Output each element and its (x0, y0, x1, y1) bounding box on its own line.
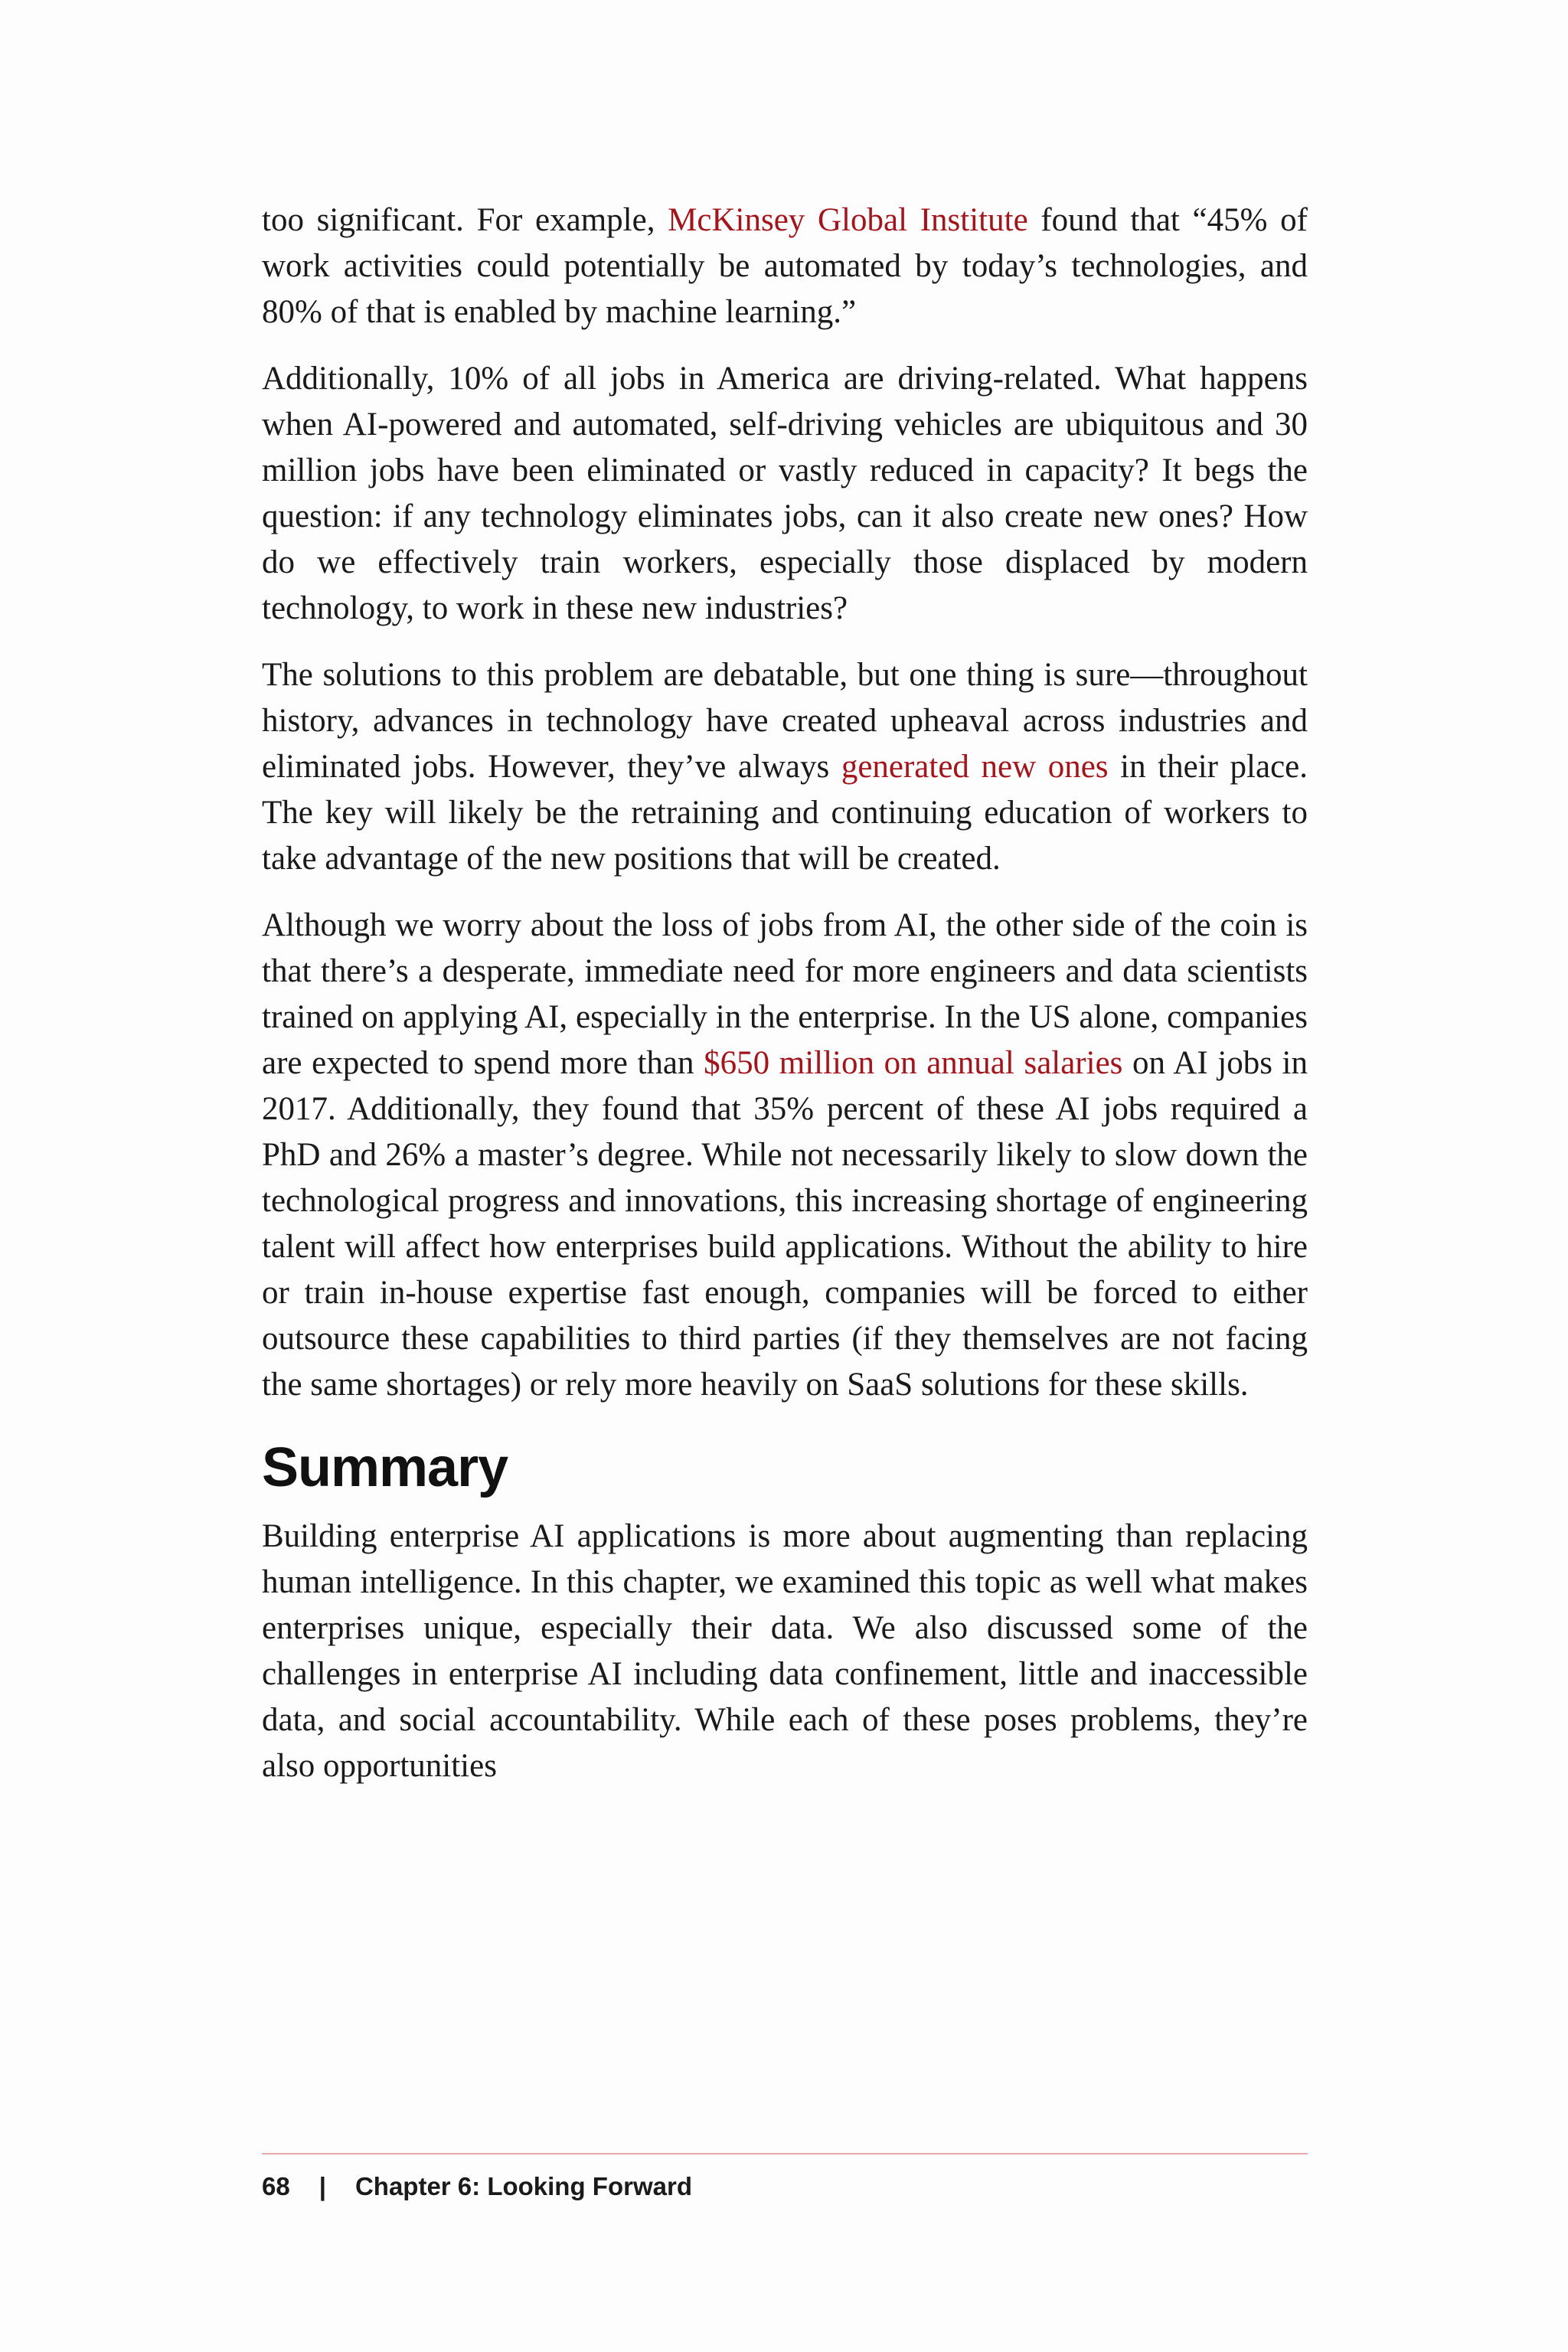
page-body (262, 198, 1308, 1810)
generated-new-ones-link[interactable]: generated new ones (841, 749, 1109, 785)
paragraph-text: in their place. The key will likely be the retraining and continuing education of workers to take advantage of the new positions that will be created. (262, 749, 1308, 877)
paragraph-driving-jobs: Additionally, 10% of all jobs in America are driving-related. What happens when AI-powered and automated, self-driving vehicles are ubiquitous and 30 million jobs have been eliminated or vastly reduced in capacity? It begs the question: if any technology eliminates jobs, can it also create new ones? How do we effectively train workers, especially those displaced by modern technology, to work in these new industries? (262, 361, 1308, 626)
paragraph-talent-shortage (262, 903, 1308, 1408)
page-footer (262, 2153, 1308, 2203)
footer-divider (262, 2153, 1308, 2154)
paragraph-text: on AI jobs in 2017. Additionally, they found that 35% percent of these AI jobs required a PhD and 26% a master’s degree. While not necessarily likely to slow down the technological progress and innovations, this increasing shortage of engineering talent will affect how enterprises build applications. Without the ability to hire or train in-house expertise fast enough, companies will be forced to either outsource these capabilities to third parties (if they themselves are not facing the same shortages) or rely more heavily on SaaS solutions for these skills. (262, 1045, 1308, 1403)
paragraph-mckinsey (262, 198, 1308, 335)
page-number: 68 (262, 2172, 290, 2200)
footer-separator: | (318, 2172, 326, 2200)
paragraph-summary: Building enterprise AI applications is more about augmenting than replacing human intelligence. In this chapter, we examined this topic as well what makes enterprises unique, especially their data. We also discussed some of the challenges in enterprise AI including data confinement, little and inaccessible data, and social accountability. While each of these poses problems, they’re also opportunities (262, 1518, 1308, 1784)
paragraph-text: too significant. For example, (262, 202, 668, 238)
chapter-title: Chapter 6: Looking Forward (354, 2172, 692, 2200)
mckinsey-link[interactable]: McKinsey Global Institute (668, 202, 1028, 238)
paragraph-text: The solutions to this problem are debatable, but one thing is sure—throughout history, advances in technology have created upheaval across industries and eliminated jobs. However, they’ve always (262, 657, 1308, 785)
section-heading-summary: Summary (262, 1437, 508, 1498)
paragraph-text: found that “45% of work activities could potentially be automated by today’s technologies, and 80% of that is enabled by machine learning.” (262, 202, 1308, 330)
paragraph-text: Although we worry about the loss of jobs from AI, the other side of the coin is that there’s a desperate, immediate need for more engineers and data scientists trained on applying AI, especially in the enterprise. In the US alone, companies are expected to spend more than (262, 907, 1308, 1081)
footer-row (262, 2170, 1308, 2203)
paragraph-solutions (262, 652, 1308, 882)
salaries-link[interactable]: $650 million on annual salaries (704, 1045, 1123, 1081)
